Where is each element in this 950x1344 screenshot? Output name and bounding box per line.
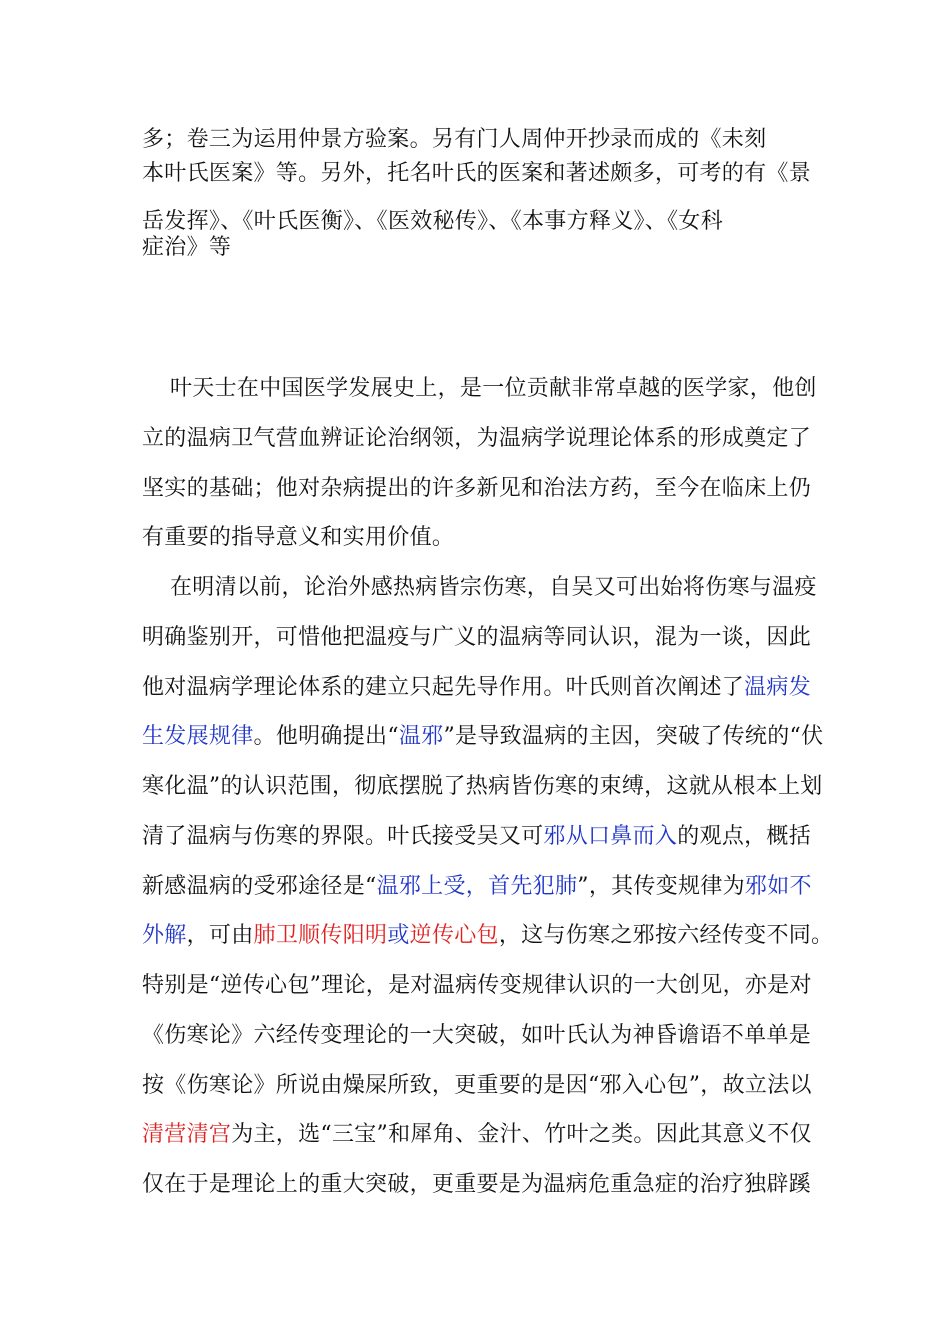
- intro-line-2: 本叶氏医案》等。另外，托名叶氏的医案和著述颇多，可考的有《景: [142, 161, 812, 186]
- highlight-blue: 外解: [142, 923, 187, 948]
- para2-line-2: 明确鉴别开，可惜他把温疫与广义的温病等同认识，混为一谈，因此: [142, 625, 812, 650]
- para1-line-3: 坚实的基础；他对杂病提出的许多新见和治法方药，至今在临床上仍: [142, 476, 812, 501]
- intro-line-3: 岳发挥》、《叶氏医衡》、《医效秘传》、《本事方释义》、《女科: [142, 209, 724, 234]
- para2-line-1: 在明清以前，论治外感热病皆宗伤寒，自吴又可出始将伤寒与温疫: [170, 575, 817, 600]
- intro-line-1: 多；卷三为运用仲景方验案。另有门人周仲开抄录而成的《未刻: [142, 127, 767, 152]
- text-segment: ”是导致温病的主因，突破了传统的“伏: [443, 724, 824, 749]
- highlight-blue: 温邪: [398, 724, 444, 749]
- highlight-blue: 邪从口鼻而入: [543, 824, 678, 849]
- text-segment: 清了温病与伤寒的界限。叶氏接受吴又可: [142, 824, 544, 849]
- para1-line-2: 立的温病卫气营血辨证论治纲领，为温病学说理论体系的形成奠定了: [142, 426, 812, 451]
- highlight-red: 顺传阳明: [298, 923, 388, 948]
- text-segment: ”，其传变规律为: [577, 874, 745, 899]
- text-segment: 。他明确提出“: [253, 724, 399, 749]
- para2-line-4: [142, 723, 832, 751]
- text-segment: ，这与伤寒之邪按六经传变不同。: [498, 923, 834, 948]
- para2-line-12: [142, 1121, 832, 1149]
- para1-line-4: 有重要的指导意义和实用价值。: [142, 525, 455, 550]
- highlight-blue: 邪如不: [744, 874, 812, 899]
- highlight-red: 逆传心包: [409, 923, 499, 948]
- highlight-blue: 生发展规律: [142, 724, 254, 749]
- para2-line-8: [142, 922, 832, 950]
- text-segment: ，可由: [186, 923, 254, 948]
- para2-line-11: 按《伤寒论》所说由燥屎所致，更重要的是因“邪入心包”，故立法以: [142, 1073, 812, 1098]
- para2-line-6: [142, 823, 832, 851]
- text-segment: 的观点，概括: [677, 824, 812, 849]
- highlight-blue: 温病发: [744, 675, 812, 700]
- highlight-red: 清营清宫: [142, 1122, 232, 1147]
- intro-line-4: 症治》等: [142, 235, 232, 260]
- text-segment: 他对温病学理论体系的建立只起先导作用。叶氏则首次阐述了: [142, 675, 745, 700]
- text-segment: 新感温病的受邪途径是“: [142, 874, 377, 899]
- para2-line-10: 《伤寒论》六经传变理论的一大突破，如叶氏认为神昏谵语不单单是: [142, 1023, 812, 1048]
- para2-line-7: [142, 873, 832, 901]
- para2-line-9: 特别是“逆传心包”理论，是对温病传变规律认识的一大创见，亦是对: [142, 973, 812, 998]
- para2-line-3: [142, 674, 832, 702]
- para2-line-5: 寒化温”的认识范围，彻底摆脱了热病皆伤寒的束缚，这就从根本上划: [142, 774, 823, 799]
- text-segment: 为主，选“三宝”和犀角、金汁、竹叶之类。因此其意义不仅: [231, 1122, 812, 1147]
- highlight-blue: 温邪上受，首先犯肺: [376, 874, 578, 899]
- highlight-blue: 或: [387, 923, 410, 948]
- highlight-red: 肺卫: [253, 923, 299, 948]
- para1-line-1: 叶天士在中国医学发展史上，是一位贡献非常卓越的医学家，他创: [170, 376, 817, 401]
- para2-line-13: 仅在于是理论上的重大突破，更重要是为温病危重急症的治疗独辟蹊: [142, 1172, 812, 1197]
